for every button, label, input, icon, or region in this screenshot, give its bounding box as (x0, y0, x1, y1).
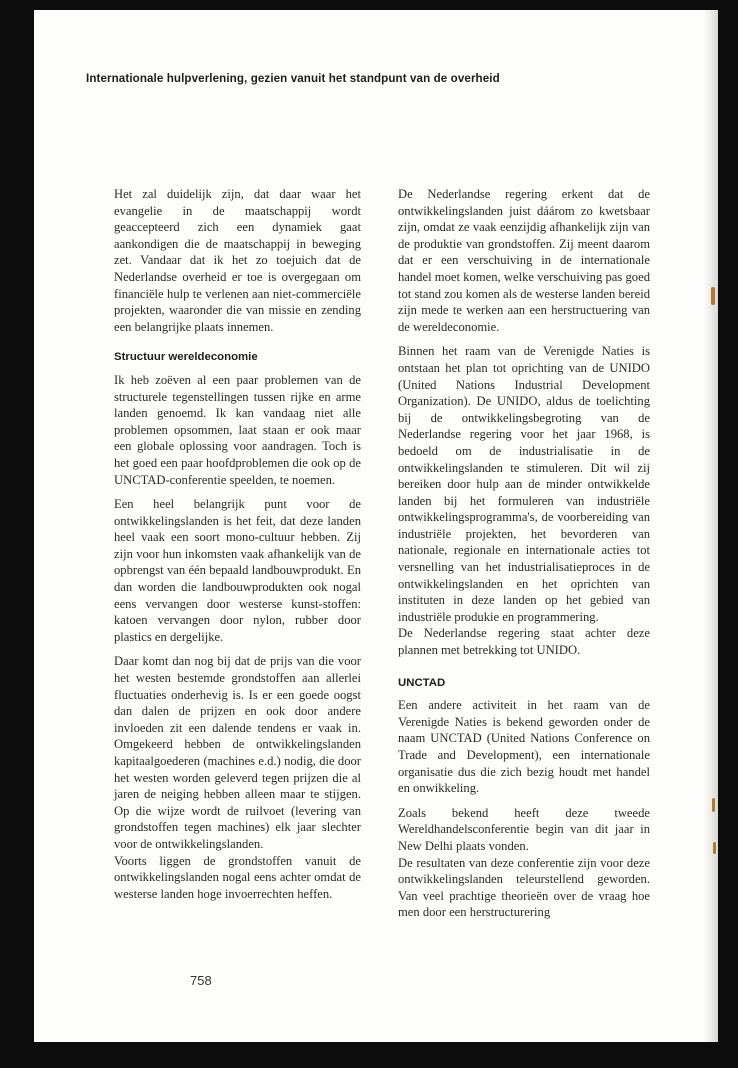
scan-artifact (713, 842, 716, 854)
left-column (114, 186, 361, 910)
scan-border-left (0, 0, 34, 1068)
left-paragraph-1: Het zal duidelijk zijn, dat daar waar het evangelie in de maatschappij wordt geaccepteerd zich een dynamiek gaat aankondigen die de maatschappij in beweging zet. Vandaar dat ik het zo toejuich dat de Nederlandse overheid er toe is overgegaan om financiële hulp te verlenen aan niet-commerciële projekten, waaronder die van missie en zending een belangrijke plaats innemen. (114, 187, 361, 334)
page-number: 758 (190, 973, 212, 988)
right-paragraph-1: De Nederlandse regering erkent dat de ontwikkelingslanden juist dáárom zo kwetsbaar zijn, omdat ze vaak eenzijdig afhankelijk zijn van de produktie van grondstoffen. Zij meent daarom dat er een verschuiving in de internationale handel moet komen, welke verschuiving pas goed tot stand zou komen als de westerse landen bereid zijn mede te werken aan een herstructuering van de wereldeconomie. (398, 187, 650, 334)
scan-border-right (718, 0, 738, 1068)
right-paragraph-4: Een andere activiteit in het raam van de Verenigde Naties is bekend geworden onder de naam UNCTAD (United Nations Conference on Trade and Development), een internationale organisatie dus die zich bezig houdt met handel en onwikkeling. (398, 698, 650, 796)
right-paragraph-3: De Nederlandse regering staat achter deze plannen met betrekking tot UNIDO. (398, 626, 650, 658)
right-paragraph-6: De resultaten van deze conferentie zijn voor deze ontwikkelingslanden teleurstellend geworden. Van veel prachtige theorieën over de vraag hoe men door een herstructurering (398, 855, 650, 920)
left-paragraph-5: Voorts liggen de grondstoffen vanuit de ontwikkelingslanden nogal eens achter omdat de westerse landen hoge invoerrechten heffen. (114, 853, 361, 901)
scan-border-bottom (0, 1042, 738, 1068)
right-paragraph-2: Binnen het raam van de Verenigde Naties is ontstaan het plan tot oprichting van de UNIDO (United Nations Industrial Development Organization). De UNIDO, aldus de toelichting bij de ontwikkelingsbegroting van de Nederlandse regering voor het jaar 1968, is bedoeld om de industrialisatie in de ontwikkelingslanden te stimuleren. Dit wil zij bereiken door hulp aan de minder ontwikkelde landen bij het formuleren van industriële ontwikkelingsprogramma's, de voorbereiding van industriële projekten, het bevorderen van nationale, regionale en internationale acties tot versnelling van het industrialisatieproces in de ontwikkelingslanden en het oprichten van instituten in deze landen op het gebied van industriële produkie en programmering. (398, 344, 650, 624)
scan-border-top (0, 0, 738, 10)
section-heading-structuur: Structuur wereldeconomie (114, 351, 258, 364)
left-paragraph-2: Ik heb zoëven al een paar problemen van de structurele tegenstellingen tussen rijke en arme landen genoemd. Ik kan vandaag niet alle problemen opsommen, laat staan er ook maar een globale oplossing voor aandragen. Toch is het goed een paar hoofdproblemen die ook op de UNCTAD-conferentie speelden, te noemen. (114, 372, 361, 487)
section-heading-unctad: UNCTAD (398, 676, 446, 689)
left-paragraph-3: Een heel belangrijk punt voor de ontwikkelingslanden is het feit, dat deze landen heel vaak een soort mono-cultuur hebben. Zij zijn voor hun inkomsten vaak afhankelijk van de opbrengst van één bepaald landbouwprodukt. En dan worden die landbouwprodukten ook nogal eens vervangen door westerse kunst-stoffen: katoen vervangen door nylon, rubber door plastics en dergelijke. (114, 497, 361, 644)
scan-artifact (711, 287, 715, 305)
page-gutter-shadow (704, 10, 718, 1042)
scan-artifact (712, 798, 715, 812)
left-paragraph-4: Daar komt dan nog bij dat de prijs van die voor het westen bestemde grondstoffen aan allerlei fluctuaties onderhevig is. Is er een goede oogst dan dalen de prijzen en ook door andere invloeden zit een dalende tendens er vaak in. Omgekeerd hebben de ontwikkelingslanden kapitaalgoederen (machines e.d.) nodig, die door het westen worden geleverd tegen prijzen die al jaren de neiging hebben alleen maar te stijgen. Op die wijze wordt de ruilvoet (levering van grondstoffen tegen machines) elk jaar slechter voor de ontwikkelingslanden. (114, 654, 361, 851)
right-paragraph-5: Zoals bekend heeft deze tweede Wereldhandelsconferentie begin van dit jaar in New Delhi plaats vonden. (398, 805, 650, 853)
right-column (398, 186, 650, 929)
running-head: Internationale hulpverlening, gezien vanuit het standpunt van de overheid (86, 72, 500, 85)
